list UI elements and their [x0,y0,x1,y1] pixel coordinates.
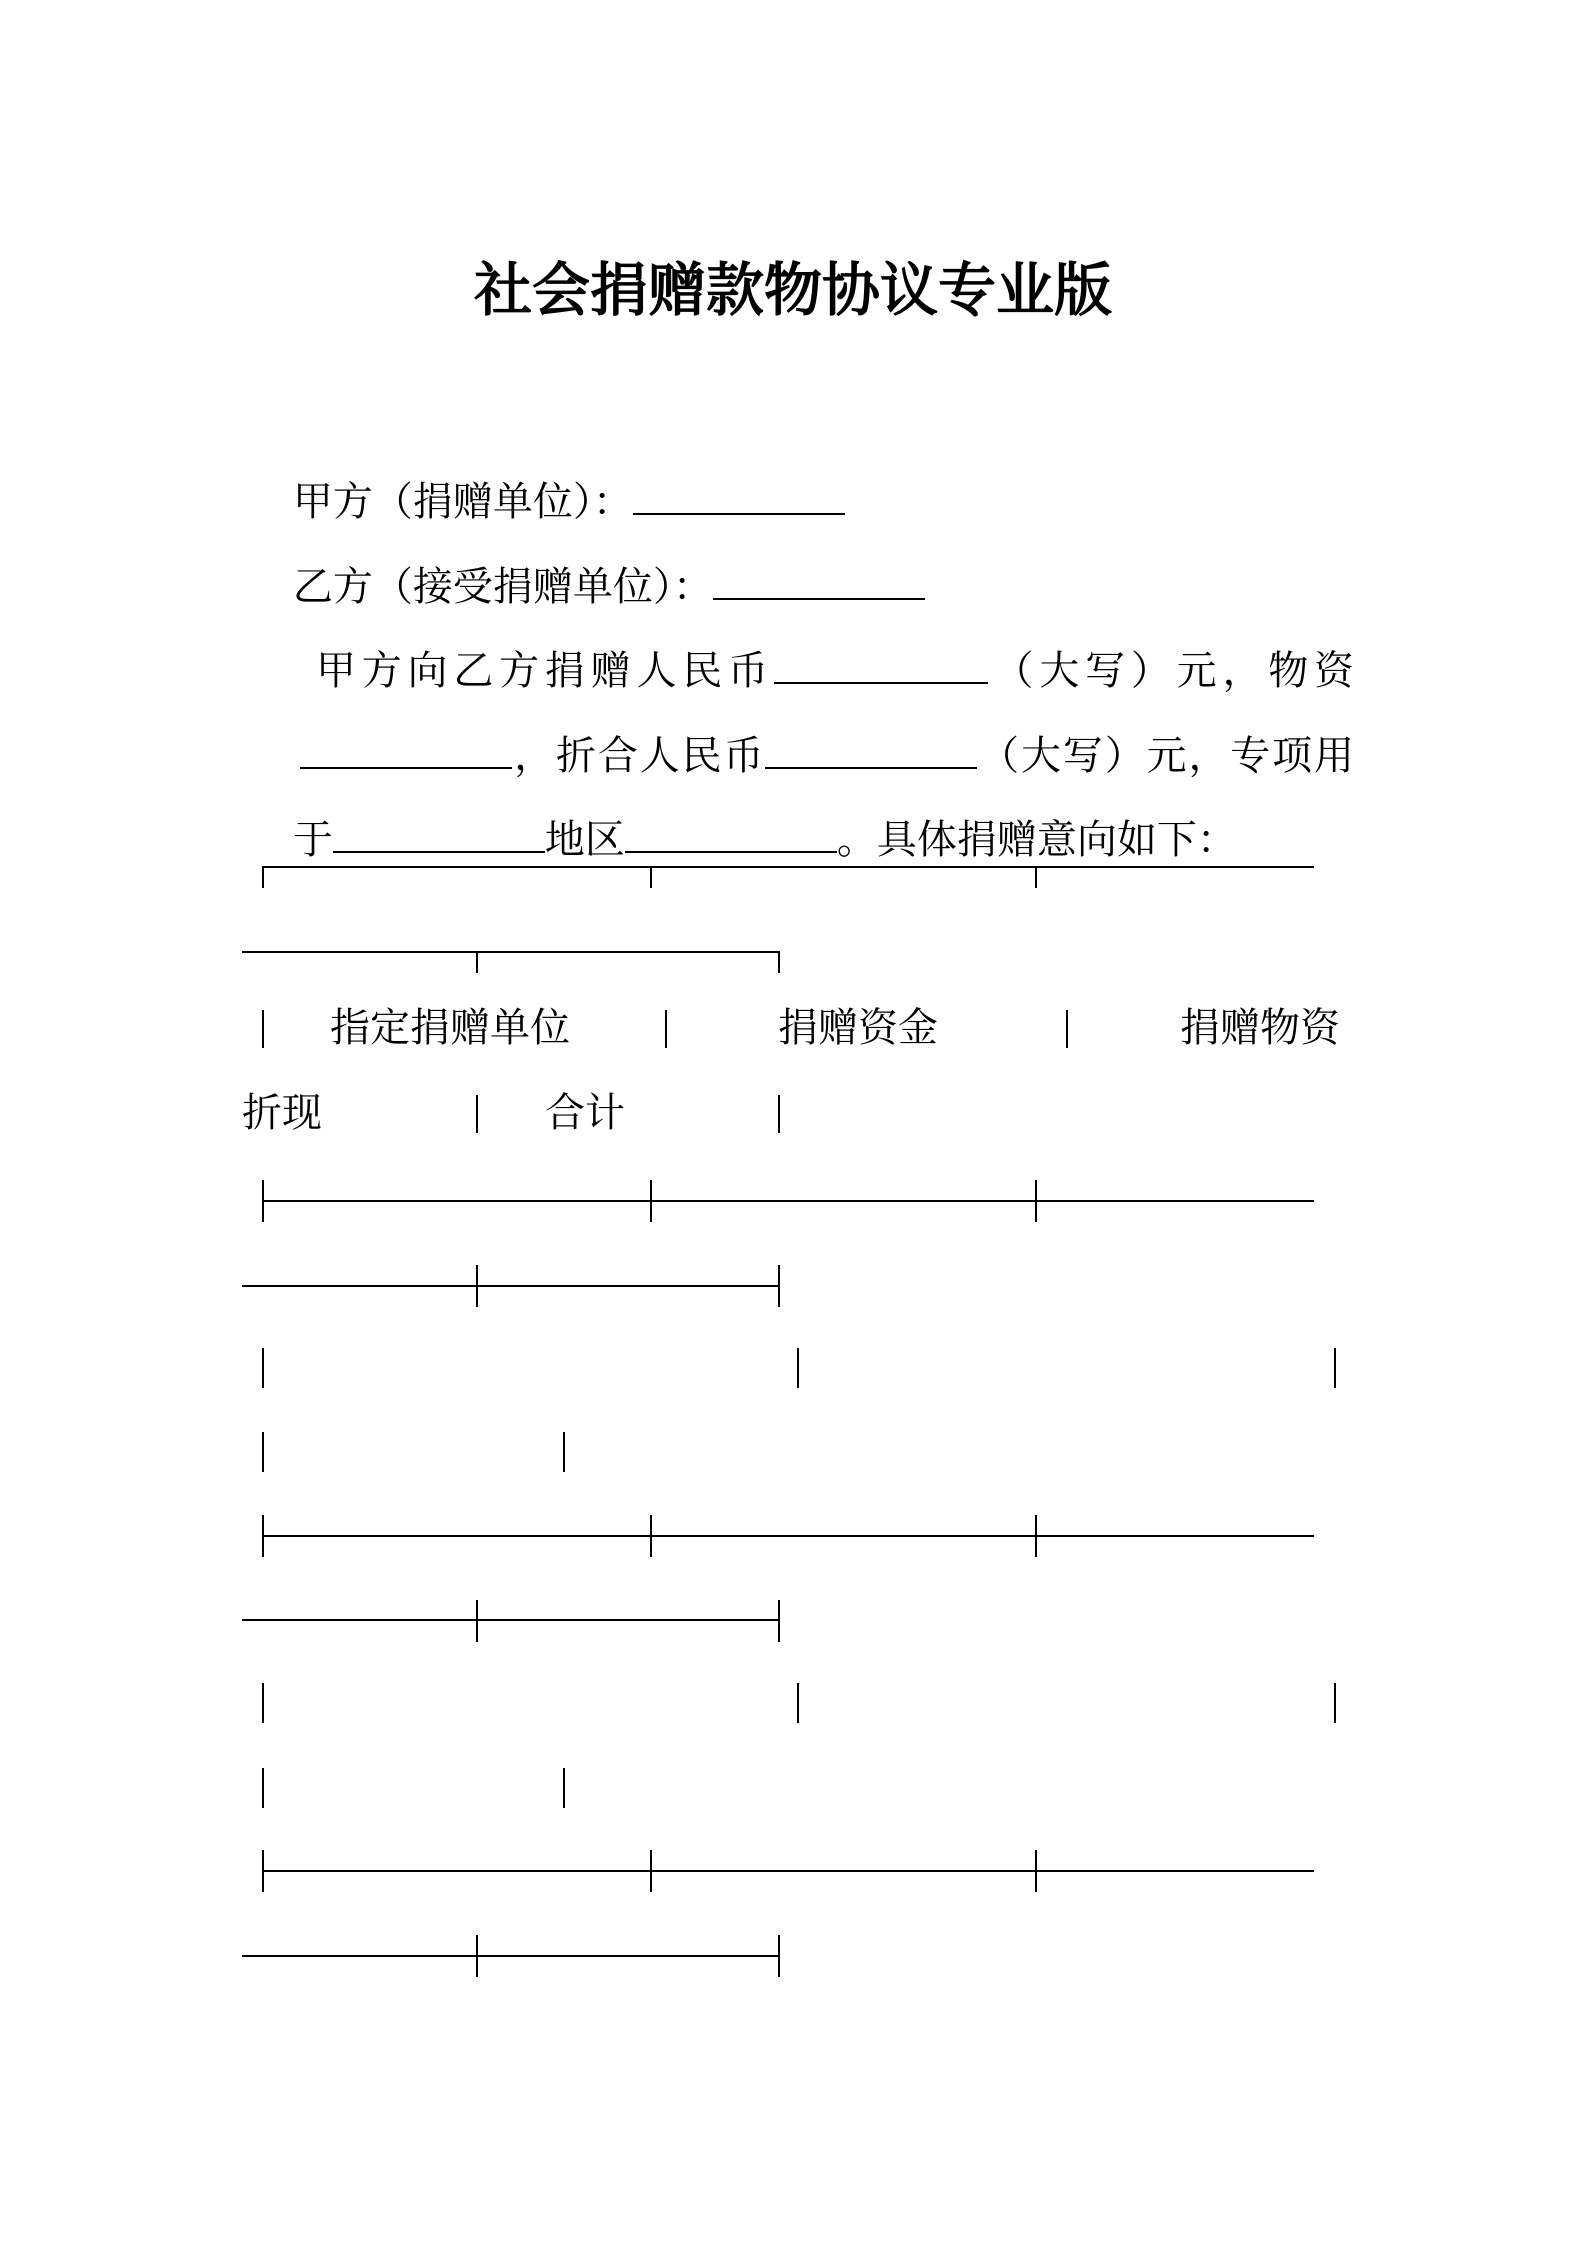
table-tick [1035,1850,1037,1892]
table-tick [476,951,478,973]
table-vline [262,1010,264,1048]
table-vline [1334,1348,1336,1388]
region-blank[interactable] [625,815,837,853]
table-tick [1035,866,1037,888]
table-vline [262,1683,264,1723]
paragraph-line-3 [242,750,1237,930]
paragraph-line-2-mid: ，折合人民币 [512,733,766,779]
table-tick [650,1850,652,1892]
table-corner-tl [262,866,264,888]
table-vline [476,1095,478,1133]
table-header-total: 合计 [545,1090,625,1136]
table-rule [262,1200,1314,1202]
table-header-goods: 捐赠物资 [1180,1005,1340,1051]
table-tick [650,1180,652,1222]
table-header-cash: 折现 [242,1090,322,1136]
table-tick [476,1600,478,1642]
table-vline [1066,1010,1068,1048]
table-vline [262,1768,264,1808]
paragraph-line-3-start: 于 [292,817,333,863]
table-tick [650,1515,652,1557]
table-rule [242,1955,780,1957]
table-vline [1334,1683,1336,1723]
table-rule [242,1285,780,1287]
table-tick [778,1600,780,1642]
table-vline [262,1432,264,1472]
table-rule [262,1870,1314,1872]
table-tick [650,866,652,888]
paragraph-line-2-end: （大写）元，专项用 [977,733,1355,779]
paragraph-line-3-mid: 地区 [544,817,625,863]
table-header-funds: 捐赠资金 [778,1005,938,1051]
table-tick [1035,1180,1037,1222]
paragraph-line-1-end: （大写）元，物资 [987,648,1355,694]
paragraph-line-1-start: 甲方向乙方捐赠人民币 [315,648,774,694]
paragraph-line-3-end: 。具体捐赠意向如下： [836,817,1237,863]
table-header-unit: 指定捐赠单位 [330,1005,570,1051]
document-title: 社会捐赠款物协议专业版 [473,256,1112,324]
table-tick [778,1265,780,1307]
table-vline [563,1432,565,1472]
table-rule [242,951,780,953]
table-rule [262,866,1314,868]
table-tick [476,1265,478,1307]
table-tick [778,1935,780,1977]
table-rule [242,1619,780,1621]
table-vline [262,1348,264,1388]
table-rule [262,1535,1314,1537]
table-tick [1035,1515,1037,1557]
party-a-label: 甲方（捐赠单位）： [292,479,633,525]
table-vline [797,1348,799,1388]
purpose-blank[interactable] [333,815,545,853]
table-corner-tr [778,951,780,973]
table-vline [797,1683,799,1723]
table-vline [778,1095,780,1133]
party-b-label: 乙方（接受捐赠单位）： [292,564,713,610]
table-vline [665,1010,667,1048]
table-tick [476,1935,478,1977]
table-vline [563,1768,565,1808]
